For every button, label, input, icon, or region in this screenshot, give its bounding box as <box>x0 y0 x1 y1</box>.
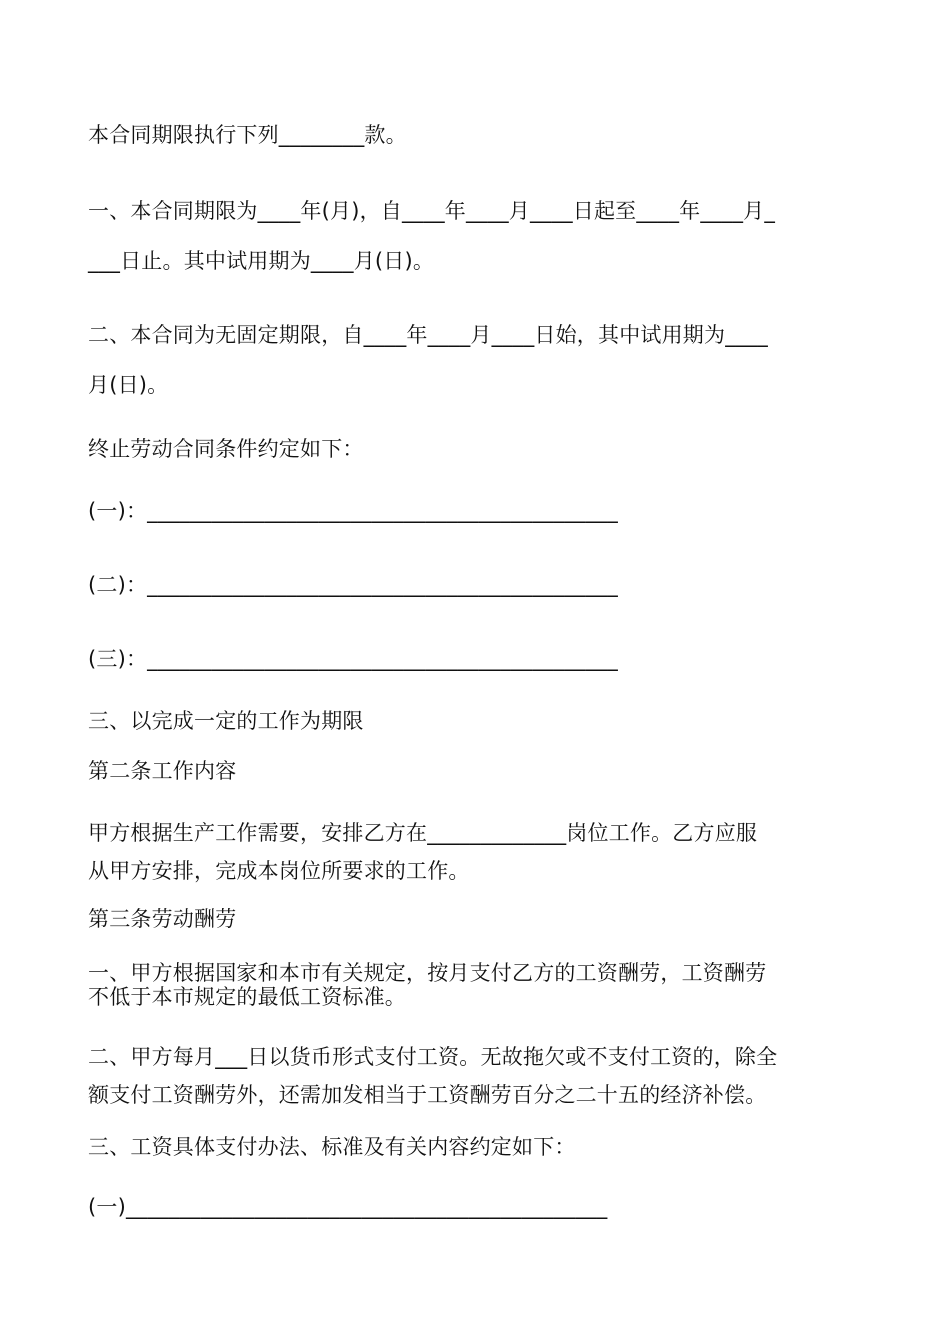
salary-clause-2-line-2: 额支付工资酬劳外，还需加发相当于工资酬劳百分之二十五的经济补偿。 <box>88 1083 767 1107</box>
job-content-line-2: 从甲方安排，完成本岗位所要求的工作。 <box>88 859 470 883</box>
fixed-term-line-2: ___日止。其中试用期为____月(日)。 <box>88 249 435 273</box>
salary-clause-1-line-1: 一、甲方根据国家和本市有关规定，按月支付乙方的工资酬劳，工资酬劳 <box>88 961 767 985</box>
task-based-term-line: 三、以完成一定的工作为期限 <box>88 709 364 733</box>
salary-clause-1-line-2: 不低于本市规定的最低工资标准。 <box>88 985 406 1009</box>
fixed-term-line-1: 一、本合同期限为____年(月)，自____年____月____日起至____年____月_ <box>88 199 776 223</box>
salary-detail-1: (一)_____________________________________________ <box>88 1195 608 1219</box>
term-selection-line: 本合同期限执行下列________款。 <box>88 123 407 147</box>
article-2-heading: 第二条工作内容 <box>88 759 237 783</box>
termination-condition-2: (二)：____________________________________________ <box>88 573 618 597</box>
termination-condition-3: (三)：____________________________________________ <box>88 647 618 671</box>
job-content-line-1: 甲方根据生产工作需要，安排乙方在_____________岗位工作。乙方应服 <box>88 821 758 845</box>
open-term-line-1: 二、本合同为无固定期限，自____年____月____日始，其中试用期为____ <box>88 323 768 347</box>
salary-clause-3-line: 三、工资具体支付办法、标准及有关内容约定如下： <box>88 1135 576 1159</box>
salary-clause-2-line-1: 二、甲方每月___日以货币形式支付工资。无故拖欠或不支付工资的，除全 <box>88 1045 778 1069</box>
termination-condition-1: (一)：____________________________________________ <box>88 499 618 523</box>
open-term-line-2: 月(日)。 <box>88 373 169 397</box>
article-3-heading: 第三条劳动酬劳 <box>88 907 237 931</box>
termination-conditions-heading: 终止劳动合同条件约定如下： <box>88 437 364 461</box>
